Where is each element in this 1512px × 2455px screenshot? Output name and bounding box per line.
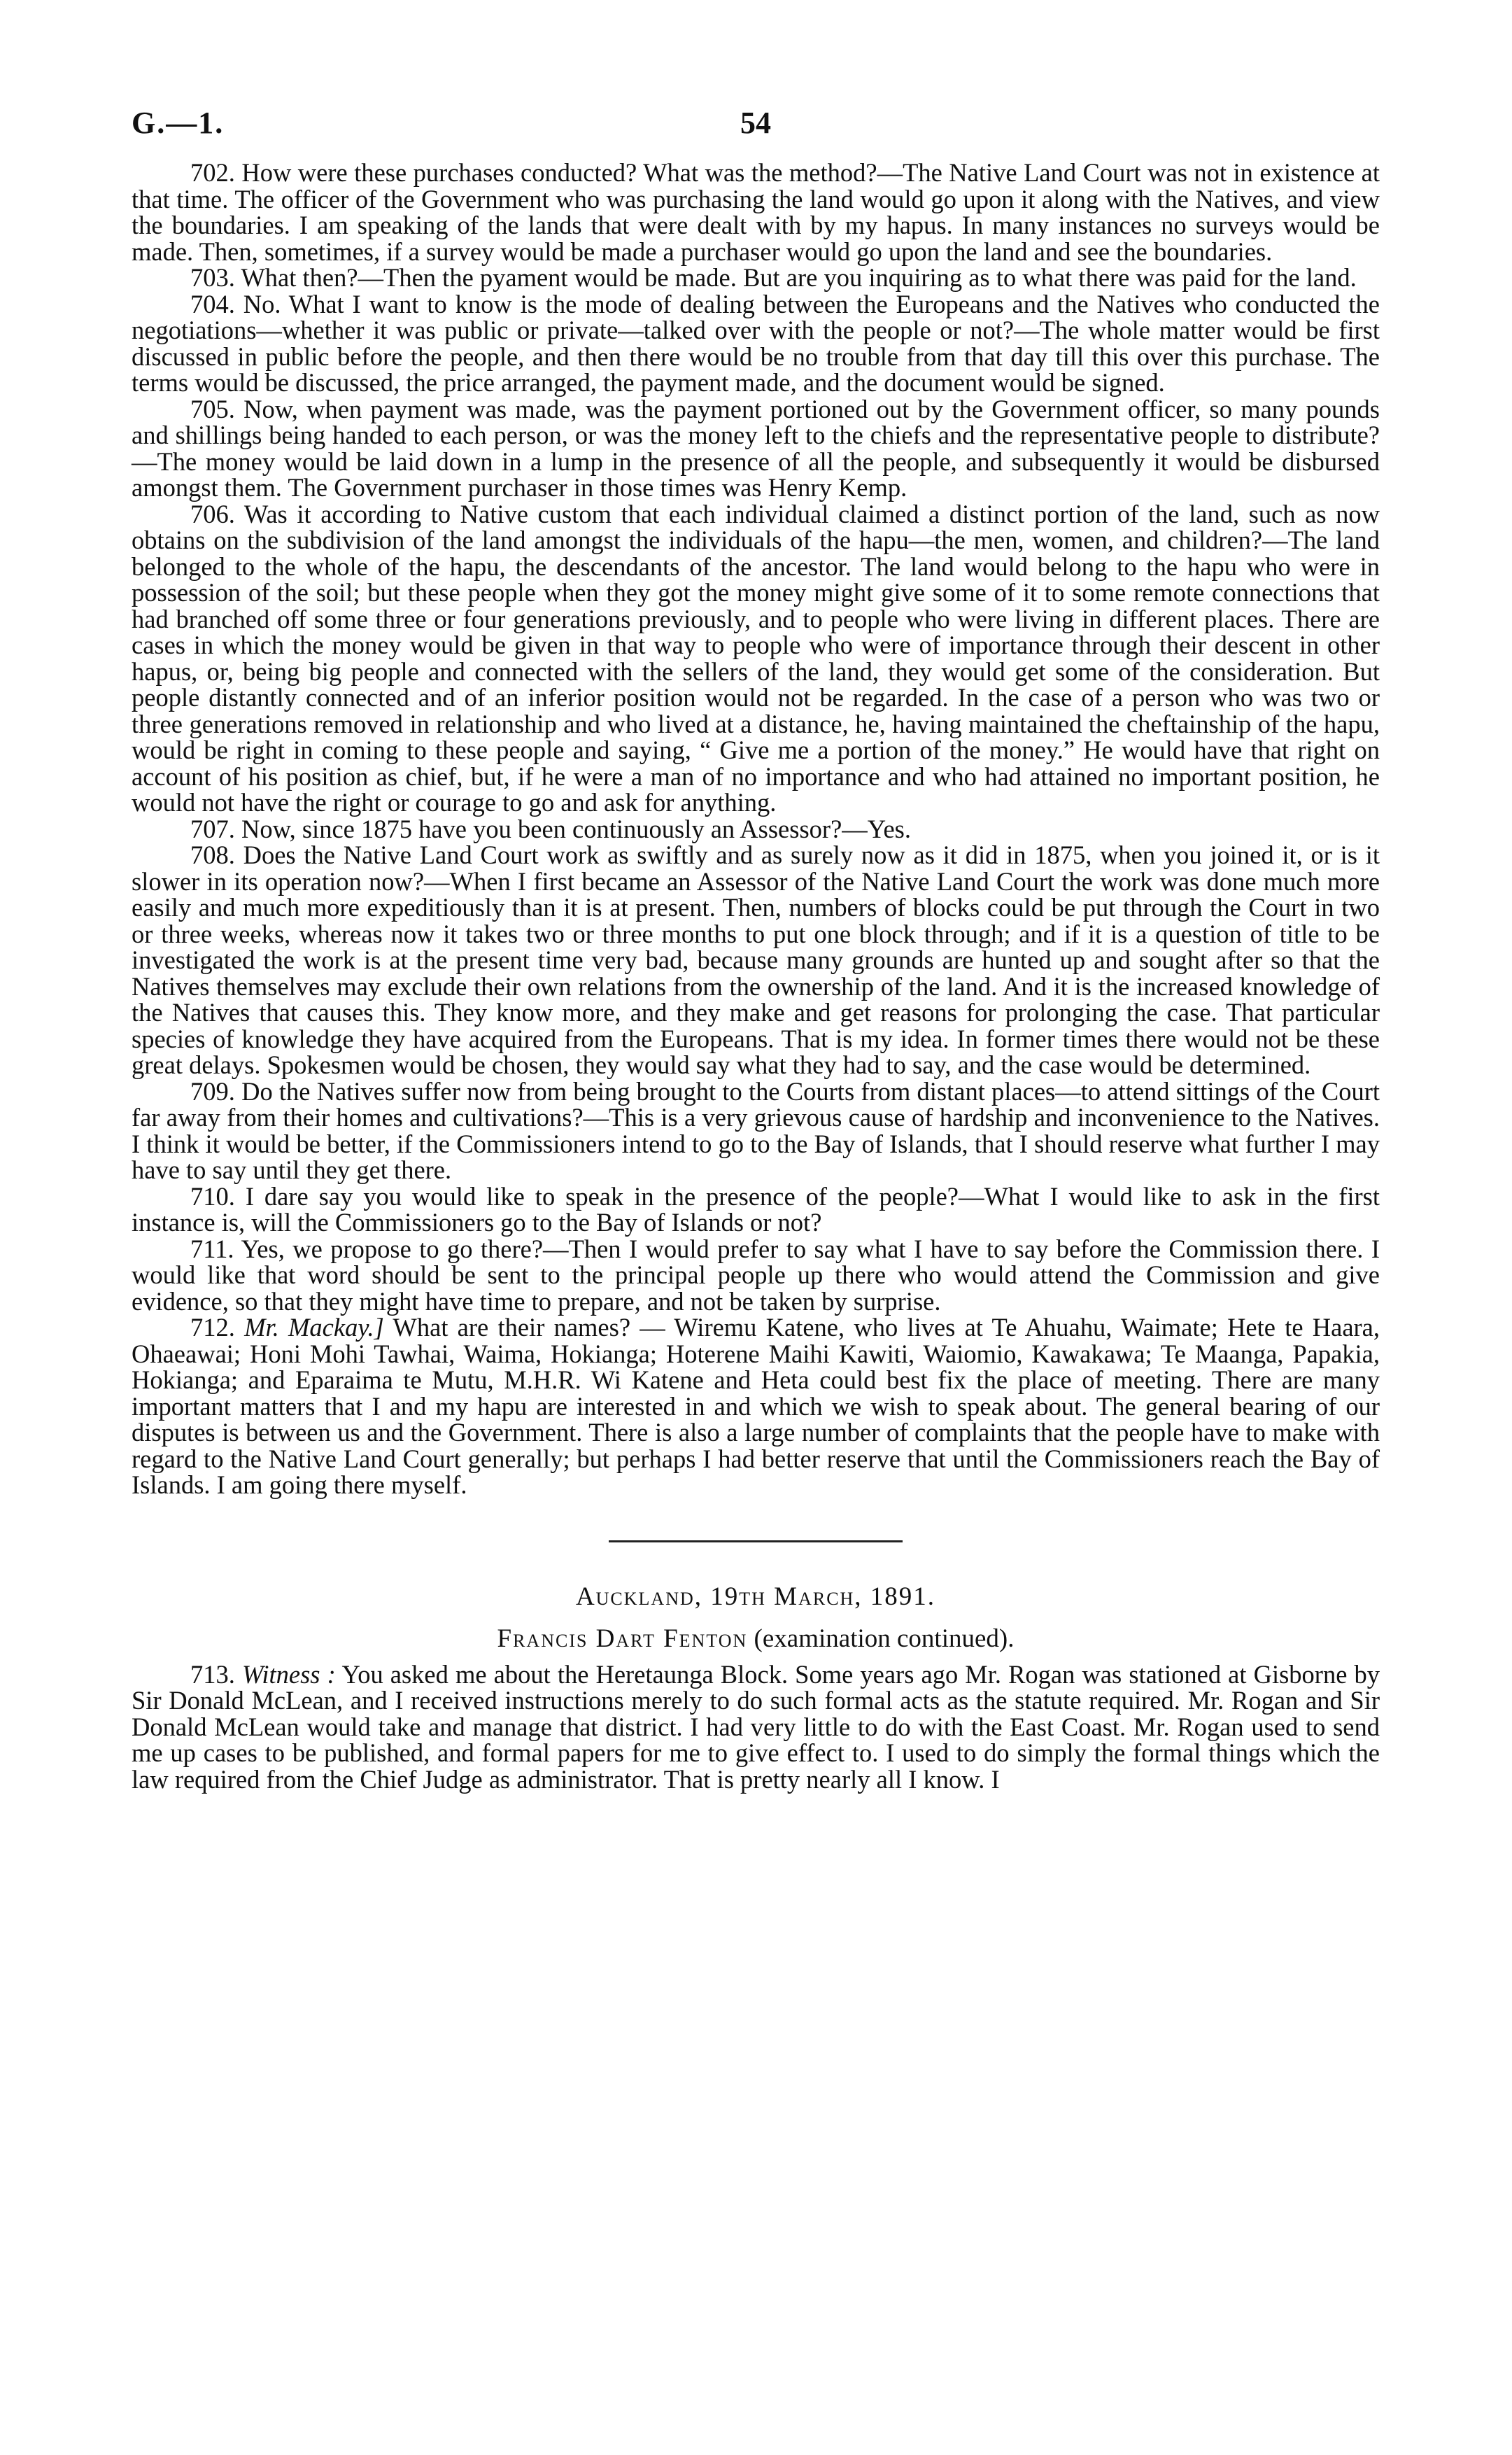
question-number: 710. [190, 1181, 235, 1211]
section-divider [609, 1540, 903, 1542]
question-text: Was it according to Native custom that each individual claimed a distinct portion of the land, such as now obtains on the subdivision of the land amongst the individuals of the hapu—the men, women, and children?—The land belonged to the whole of the hapu, the descendants of the ancestor. The land would belong to the hapu who were in possession of the soil; but these people when they got the money might give some of it to some remote connections that had branched off some three or four generations previously, and to people who were living in different places. There are cases in which the money would be given in that way to people who were of importance through their descent in other hapus, or, being big people and connected with the sellers of the land, they would get some of the consideration. But people distantly connected and of an inferior position would not be regarded. In the case of a person who was two or three generations removed in relationship and who lived at a distance, he, having maintained the cheftainship of the hapu, would be right in coming to these people and saying, “ Give me a portion of the money.” He would have that right on account of his position as chief, but, if he were a man of no importance and who had attained no important position, he would not have the right or courage to go and ask for anything. [132, 499, 1380, 817]
question-705 [132, 396, 1380, 501]
question-707 [132, 816, 1380, 843]
page-header [132, 105, 1380, 147]
question-number: 706. [190, 499, 235, 528]
question-702 [132, 160, 1380, 265]
question-text: What then?—Then the pyament would be made. But are you inquiring as to what there was paid for the land. [241, 263, 1357, 292]
question-number: 704. [190, 289, 235, 318]
question-text: Yes, we propose to go there?—Then I would prefer to say what I have to say before the Commission there. I would like that word should be sent to the principal people up there who would attend the Commission and give evidence, so that they might have time to prepare, and not be taken by surprise. [132, 1234, 1380, 1316]
question-number: 709. [190, 1076, 235, 1106]
page-number: 54 [740, 106, 771, 140]
question-706 [132, 501, 1380, 816]
question-number: 705. [190, 394, 235, 423]
dateline: Auckland, 19th March, 1891. [575, 1582, 936, 1611]
witness-heading [132, 1625, 1380, 1653]
speaker-name: Witness : [241, 1659, 336, 1689]
question-712 [132, 1314, 1380, 1498]
question-number: 703. [190, 263, 235, 292]
series-number: G.—1. [132, 106, 225, 140]
question-713 [132, 1661, 1380, 1793]
question-703 [132, 265, 1380, 291]
question-number: 707. [190, 814, 235, 843]
question-text: Now, when payment was made, was the payment portioned out by the Government officer, so many pounds and shillings being handed to each person, or was the money left to the chiefs and the representative people to distribute?—The money would be laid down in a lump in the presence of all the people, and subsequently it would be disbursed amongst them. The Government purchaser in those times was Henry Kemp. [132, 394, 1380, 502]
question-number: 702. [190, 158, 235, 187]
witness-note: (examination continued). [754, 1624, 1015, 1653]
question-text: I dare say you would like to speak in the presence of the people?—What I would like to ask in the first instance is, will the Commissioners go to the Bay of Islands or not? [132, 1181, 1380, 1237]
question-text: Now, since 1875 have you been continuously an Assessor?—Yes. [241, 814, 912, 843]
question-711 [132, 1236, 1380, 1315]
speaker-name: Mr. Mackay.] [244, 1313, 384, 1342]
question-text: No. What I want to know is the mode of dealing between the Europeans and the Natives who conducted the negotiations—whether it was public or private—talked over with the people or not?—The whole matter would be first discussed in public before the people, and then there would be no trouble from that day till this over this purchase. The terms would be discussed, the price arranged, the payment made, and the document would be signed. [132, 289, 1380, 397]
question-number: 712. [190, 1313, 235, 1342]
question-number: 708. [190, 840, 235, 869]
question-704 [132, 291, 1380, 396]
page-body [132, 160, 1380, 1792]
question-text: How were these purchases conducted? What was the method?—The Native Land Court was not in existence at that time. The officer of the Government who was purchasing the land would go upon it along with the Natives, and view the boundaries. I am speaking of the lands that were dealt with by my hapus. In many instances no surveys would be made. Then, sometimes, if a survey would be made a purchaser would go upon the land and see the boundaries. [132, 158, 1380, 266]
question-708 [132, 842, 1380, 1078]
question-710 [132, 1183, 1380, 1236]
question-text: Does the Native Land Court work as swiftly and as surely now as it did in 1875, when you joined it, or is it slower in its operation now?—When I first became an Assessor of the Native Land Court the work was done much more easily and much more expeditiously than it is at present. Then, numbers of blocks could be put through the Court in two or three weeks, whereas now it takes two or three months to put one block through; and if it is a question of title to be investigated the work is at the present time very bad, because many grounds are hunted up and sought after so that the Natives themselves may exclude their own relations from the ownership of the land. And it is the increased knowledge of the Natives that causes this. They know more, and they make and get reasons for prolonging the case. That particular species of knowledge they have acquired from the Europeans. That is my idea. In former times there would not be these great delays. Spokesmen would be chosen, they would say what they had to say, and the case would be determined. [132, 840, 1380, 1079]
question-number: 713. [190, 1659, 235, 1689]
witness-name: Francis Dart Fenton [497, 1624, 748, 1653]
question-number: 711. [190, 1234, 234, 1263]
question-text: You asked me about the Heretaunga Block. Some years ago Mr. Rogan was stationed at Gisborne by Sir Donald McLean, and I received instructions merely to do such formal acts as the statute required. Mr. Rogan and Sir Donald McLean would take and manage that district. I had very little to do with the East Coast. Mr. Rogan used to send me up cases to be published, and formal papers for me to give effect to. I used to do simply the formal things which the law required from the Chief Judge as administrator. That is pretty nearly all I know. I [132, 1659, 1380, 1794]
question-text: What are their names? — Wiremu Katene, who lives at Te Ahuahu, Waimate; Hete te Haara, Ohaeawai; Honi Mohi Tawhai, Waima, Hokianga; Hoterene Maihi Kawiti, Waiomio, Kawakawa; Te Maanga, Papakia, Hokianga; and Eparaima te Mutu, M.H.R. Wi Katene and Heta could best fix the place of meeting. There are many important matters that I and my hapu are interested in and which we wish to speak about. The general bearing of our disputes is between us and the Government. There is also a large number of complaints that the people have to make with regard to the Native Land Court generally; but perhaps I had better reserve that until the Commissioners reach the Bay of Islands. I am going there myself. [132, 1313, 1380, 1499]
question-text: Do the Natives suffer now from being brought to the Courts from distant places—to attend sittings of the Court far away from their homes and cultivations?—This is a very grievous cause of hardship and inconvenience to the Natives. I think it would be better, if the Commissioners intend to go to the Bay of Islands, that I should reserve what further I may have to say until they get there. [132, 1076, 1380, 1184]
question-709 [132, 1078, 1380, 1183]
